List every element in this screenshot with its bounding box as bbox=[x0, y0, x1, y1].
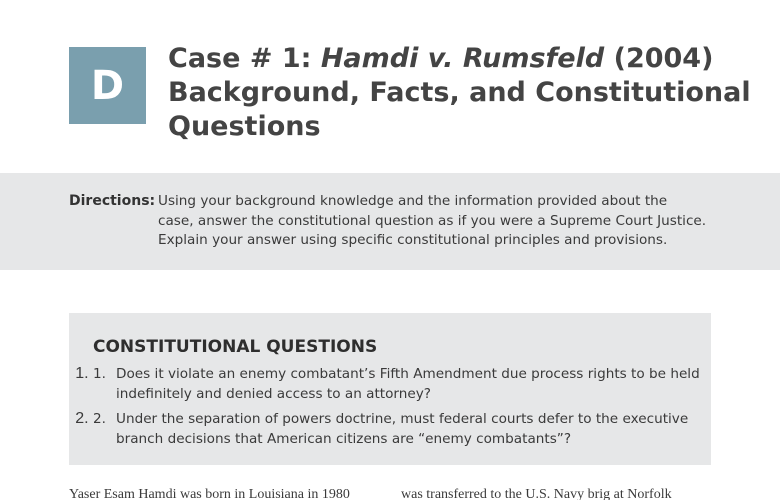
body-right-column-text: was transferred to the U.S. Navy brig at Norfolk bbox=[401, 487, 672, 500]
title-line-2: Background, Facts, and Constitutional bbox=[168, 77, 751, 108]
title-line-3: Questions bbox=[168, 111, 321, 142]
question-1-line-1: Does it violate an enemy combatant’s Fifth Amendment due process rights to be held bbox=[116, 366, 700, 382]
section-letter: D bbox=[90, 62, 125, 109]
question-text bbox=[116, 410, 693, 449]
question-item-1 bbox=[93, 365, 700, 404]
page-title bbox=[168, 42, 768, 144]
question-number: 2. 2. bbox=[93, 411, 106, 427]
directions-line-3: Explain your answer using specific constitutional principles and provisions. bbox=[158, 232, 668, 248]
question-number: 1. 1. bbox=[93, 366, 106, 382]
question-1-line-2: indefinitely and denied access to an attorney? bbox=[116, 385, 432, 402]
question-text bbox=[116, 365, 700, 404]
title-prefix: Case # 1: bbox=[168, 43, 321, 74]
title-case-name: Hamdi v. Rumsfeld bbox=[320, 43, 605, 74]
question-2-line-2: branch decisions that American citizens are “enemy combatants”? bbox=[116, 430, 572, 447]
directions-line-1: Using your background knowledge and the information provided about the bbox=[158, 193, 668, 209]
directions-label: Directions: bbox=[69, 193, 156, 209]
title-year: (2004) bbox=[604, 43, 714, 74]
question-2-line-1: Under the separation of powers doctrine, must federal courts defer to the executive bbox=[116, 411, 689, 427]
directions-line-2: case, answer the constitutional question as if you were a Supreme Court Justice. bbox=[158, 212, 707, 229]
question-item-2 bbox=[93, 410, 693, 449]
title-line-1 bbox=[168, 42, 768, 76]
directions-text bbox=[158, 192, 707, 251]
questions-list bbox=[93, 365, 700, 455]
section-letter-badge bbox=[69, 47, 146, 124]
questions-heading: CONSTITUTIONAL QUESTIONS bbox=[93, 337, 378, 357]
body-left-column-text: Yaser Esam Hamdi was born in Louisiana in 1980 bbox=[69, 487, 350, 500]
